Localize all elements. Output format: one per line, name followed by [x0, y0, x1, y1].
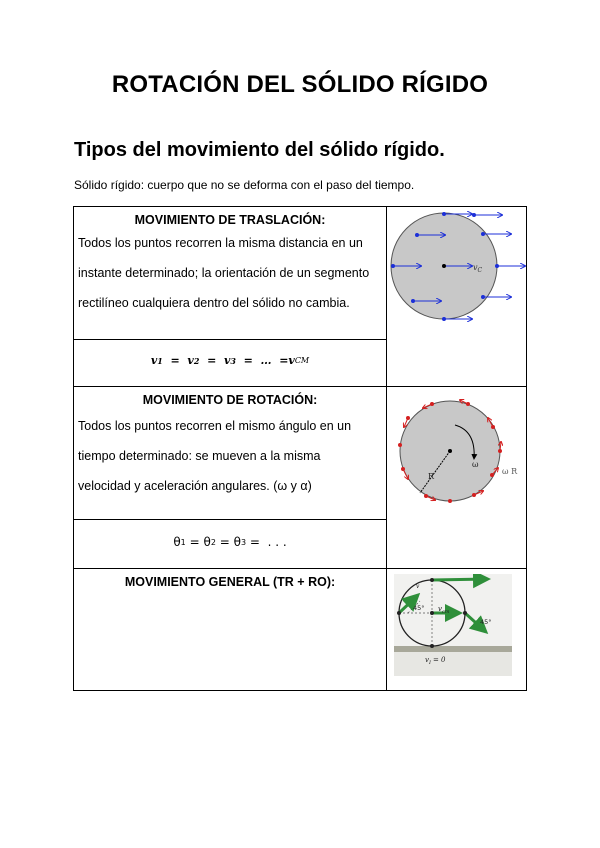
omega-r-label: ω R: [501, 467, 517, 476]
vi-zero: = 0: [432, 656, 445, 664]
general-row: [74, 569, 527, 691]
top-v-label: v: [415, 583, 419, 590]
rotation-center: [448, 449, 452, 453]
rotation-heading: MOVIMIENTO DE ROTACIÓN:: [142, 393, 318, 407]
vc-subscript: C: [477, 267, 482, 274]
translation-text: [74, 228, 386, 318]
rotation-formula: θ 1 = θ 2 = θ 3 = . . .: [173, 535, 287, 549]
rotation-diagram: [388, 387, 526, 563]
translation-line: rectilíneo cualquiera dentro del sólido no cambia.: [78, 296, 350, 310]
rotation-row: [74, 387, 527, 520]
center-point: [442, 264, 446, 268]
rotation-line: velocidad y aceleración angulares. (ω y α): [78, 479, 312, 493]
rotation-formula-cell: [74, 520, 387, 569]
vcm-subscript: cm: [441, 609, 450, 615]
rotation-description-cell: [74, 387, 387, 520]
page-title: ROTACIÓN DEL SÓLIDO RÍGIDO: [111, 71, 489, 98]
rotation-line: tiempo determinado: se mueven a la misma: [78, 449, 321, 463]
vi-label: v: [424, 656, 429, 664]
vcm-label: v: [437, 605, 442, 613]
translation-formula-cell: [74, 340, 387, 387]
translation-formula: v 1 = v 2 = v 3 = … = v CM: [150, 354, 310, 367]
translation-figure-cell: [387, 207, 527, 387]
radius-label: R: [427, 472, 434, 481]
translation-line: Todos los puntos recorren la misma distancia en un: [78, 236, 363, 250]
ground: [394, 646, 512, 652]
vi-subscript: I: [428, 660, 431, 666]
angle-label-left: 45°: [412, 604, 425, 612]
rotation-line: Todos los puntos recorren el mismo ángulo en un: [78, 419, 352, 433]
translation-diagram: [388, 207, 526, 381]
general-description-cell: [74, 569, 387, 691]
rotation-text: [74, 411, 386, 501]
vc-label: v: [472, 263, 478, 272]
general-figure-cell: [387, 569, 527, 691]
section-subtitle: Tipos del movimiento del sólido rígido.: [74, 139, 445, 161]
translation-line: instante determinado; la orientación de un segmento: [78, 266, 370, 280]
general-heading: MOVIMIENTO GENERAL (TR + RO):: [124, 575, 336, 589]
motion-types-table: [73, 206, 527, 691]
intro-text: Sólido rígido: cuerpo que no se deforma con el paso del tiempo.: [74, 178, 415, 192]
translation-description-cell: [74, 207, 387, 340]
rotation-figure-cell: [387, 387, 527, 569]
translation-heading: MOVIMIENTO DE TRASLACIÓN:: [134, 213, 326, 227]
rolling-diagram: [388, 574, 526, 676]
translation-row: [74, 207, 527, 340]
omega-label: ω: [471, 460, 479, 469]
angle-label-right: 45°: [479, 618, 492, 626]
